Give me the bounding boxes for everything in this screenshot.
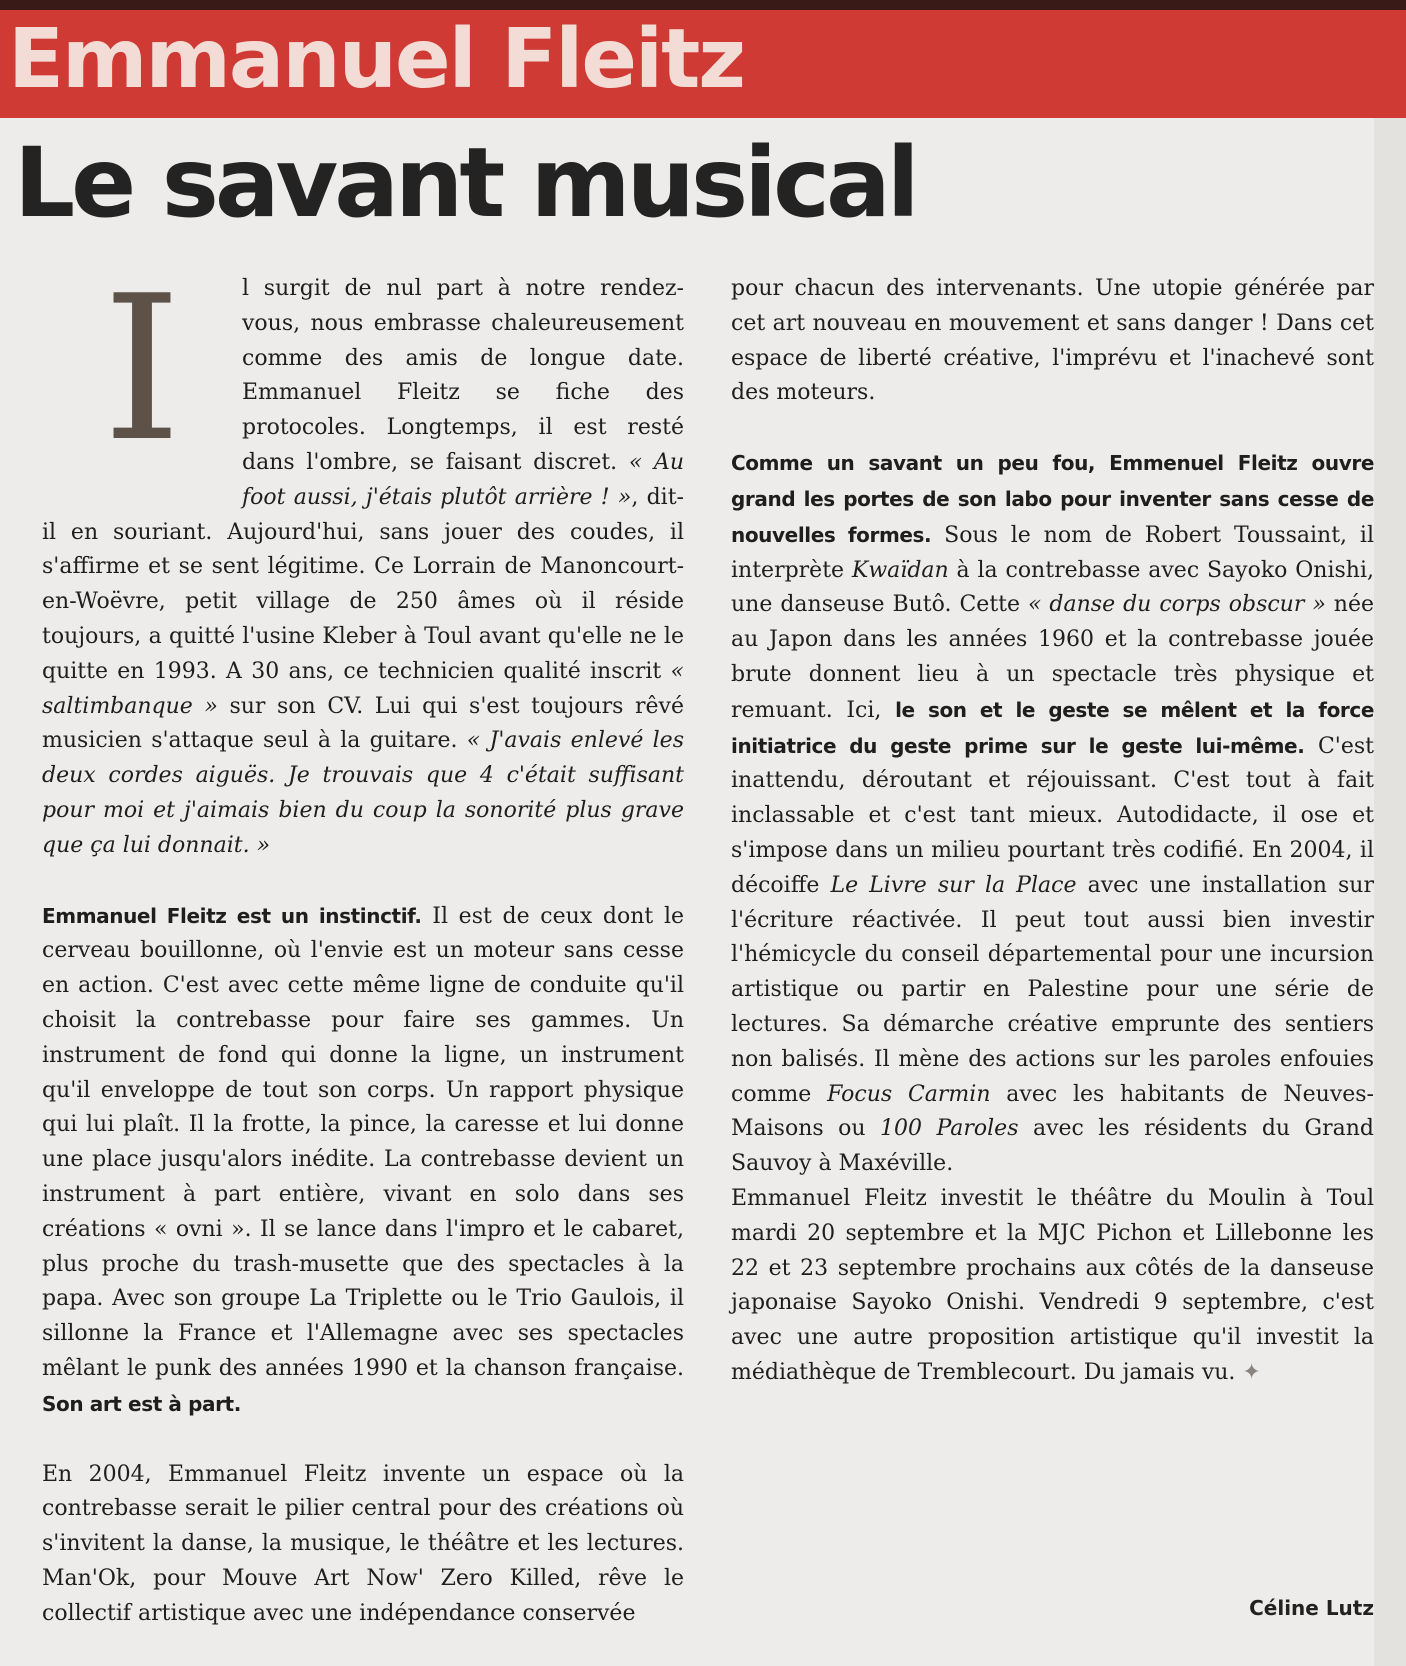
drop-cap: I	[102, 253, 182, 486]
paragraph-dates: Emmanuel Fleitz investit le théâtre du Moulin à Toul mardi 20 septembre et la MJC Pichon et Lillebonne les 22 et 23 septembre prochains aux côtés de la danseuse japonaise Sayoko Onishi. Vendredi 9 septembre, c'est avec une autre proposition artistique qu'il investit la médiathèque de Tremblecourt. Du jamais vu. ✦	[731, 1185, 1374, 1385]
name-banner	[0, 0, 1406, 118]
title-kwaidan: Kwaïdan	[851, 557, 949, 583]
paragraph-instinctif: Emmanuel Fleitz est un instinctif. Il est de ceux dont le cerveau bouillonne, où l'envie est un moteur sans cesse en action. C'est avec cette même ligne de conduite qu'il choisit la contrebasse pour faire ses gammes. Un instrument de fond qui donne la ligne, un instrument qu'il enveloppe de tout son corps. Un rapport physique qui lui plaît. Il la frotte, la pince, la caresse et lui donne une place jusqu'alors inédite. La contrebasse devient un instrument à part entière, vivant en solo dans ses créations « ovni ». Il se lance dans l'impro et le cabaret, plus proche du trash-musette que des spectacles à la papa. Avec son groupe La Triplette ou le Trio Gaulois, il sillonne la France et l'Allemagne avec ses spectacles mêlant le punk des années 1990 et la chanson française. Son art est à part.	[42, 903, 685, 1416]
title-livre-place: Le Livre sur la Place	[830, 872, 1077, 898]
banner-top-strip	[0, 0, 1406, 10]
lead-in: Emmanuel Fleitz est un instinctif.	[42, 903, 422, 928]
lead-out: Son art est à part.	[42, 1391, 241, 1416]
adjacent-page-edge	[1374, 118, 1406, 1666]
banner-name: Emmanuel Fleitz	[8, 12, 745, 107]
lead-son-geste: le son et le geste se mêlent et la force initiatrice du geste prime sur le geste lui-même.	[731, 697, 1374, 758]
paragraph-intro: I l surgit de nul part à notre rendez-vous, nous embrasse chaleureusement comme des amis de longue date. Emmanuel Fleitz se fiche des protocoles. Longtemps, il est resté dans l'ombre, se faisant discret. « Au foot aussi, j'étais plutôt arrière ! », dit-il en souriant. Aujourd'hui, sans jouer des coudes, il s'affirme et se sent légitime. Ce Lorrain de Manoncourt-en-Woëvre, petit village de 250 âmes où il réside toujours, a quitté l'usine Kleber à Toul avant qu'elle ne le quitte en 1993. A 30 ans, ce technicien qualité inscrit « saltimbanque » sur son CV. Lui qui s'est toujours rêvé musicien s'attaque seul à la guitare. « J'avais enlevé les deux cordes aiguës. Je trouvais que 4 c'était suffisant pour moi et j'aimais bien du coup la sonorité plus grave que ça lui donnait. »	[42, 253, 684, 858]
lead-in-savant: Comme un savant un peu fou, Emmenuel Fleitz ouvre grand les portes de son labo pour inventer sans cesse de nouvelles formes.	[731, 451, 1374, 547]
paragraph-savant-fou: Comme un savant un peu fou, Emmenuel Fleitz ouvre grand les portes de son labo pour inventer sans cesse de nouvelles formes. Sous le nom de Robert Toussaint, il interprète Kwaïdan à la contrebasse avec Sayoko Onishi, une danseuse Butô. Cette « danse du corps obscur » née au Japon dans les années 1960 et la contrebasse jouée brute donnent lieu à un spectacle très physique et remuant. Ici, le son et le geste se mêlent et la force initiatrice du geste prime sur le geste lui-même. C'est inattendu, déroutant et réjouissant. C'est tout à fait inclassable et c'est tant mieux. Autodidacte, il ose et s'impose dans un milieu pourtant très codifié. En 2004, il décoiffe Le Livre sur la Place avec une installation sur l'écriture réactivée. Il peut tout aussi bien investir l'hémicycle du conseil départemental pour une incursion artistique ou partir en Palestine pour une série de lectures. Sa démarche créative emprunte des sentiers non balisés. Il mène des actions sur les paroles enfouies comme Focus Carmin avec les habitants de Neuves-Maisons ou 100 Paroles avec les résidents du Grand Sauvoy à Maxéville.	[731, 451, 1374, 1177]
end-mark-icon: ✦	[1242, 1359, 1261, 1385]
paragraph-manok: En 2004, Emmanuel Fleitz invente un espace où la contrebasse serait le pilier central pour des créations où s'invitent la danse, la musique, le théâtre et les lectures. Man'Ok, pour Mouve Art Now' Zero Killed, rêve le collectif artistique avec une indépendance conservée	[42, 1461, 684, 1626]
article-headline: Le savant musical	[14, 127, 916, 239]
article-column-right	[731, 272, 1374, 1391]
paragraph-manok-continued: pour chacun des intervenants. Une utopie générée par cet art nouveau en mouvement et sans danger ! Dans cet espace de liberté créative, l'imprévu et l'inachevé sont des moteurs.	[731, 276, 1374, 406]
quote-danse: « danse du corps obscur »	[1028, 592, 1326, 618]
author-byline: Céline Lutz	[1249, 1596, 1374, 1620]
article-column-left	[42, 253, 685, 1631]
title-100-paroles: 100 Paroles	[880, 1116, 1019, 1142]
title-focus-carmin: Focus Carmin	[827, 1081, 991, 1107]
